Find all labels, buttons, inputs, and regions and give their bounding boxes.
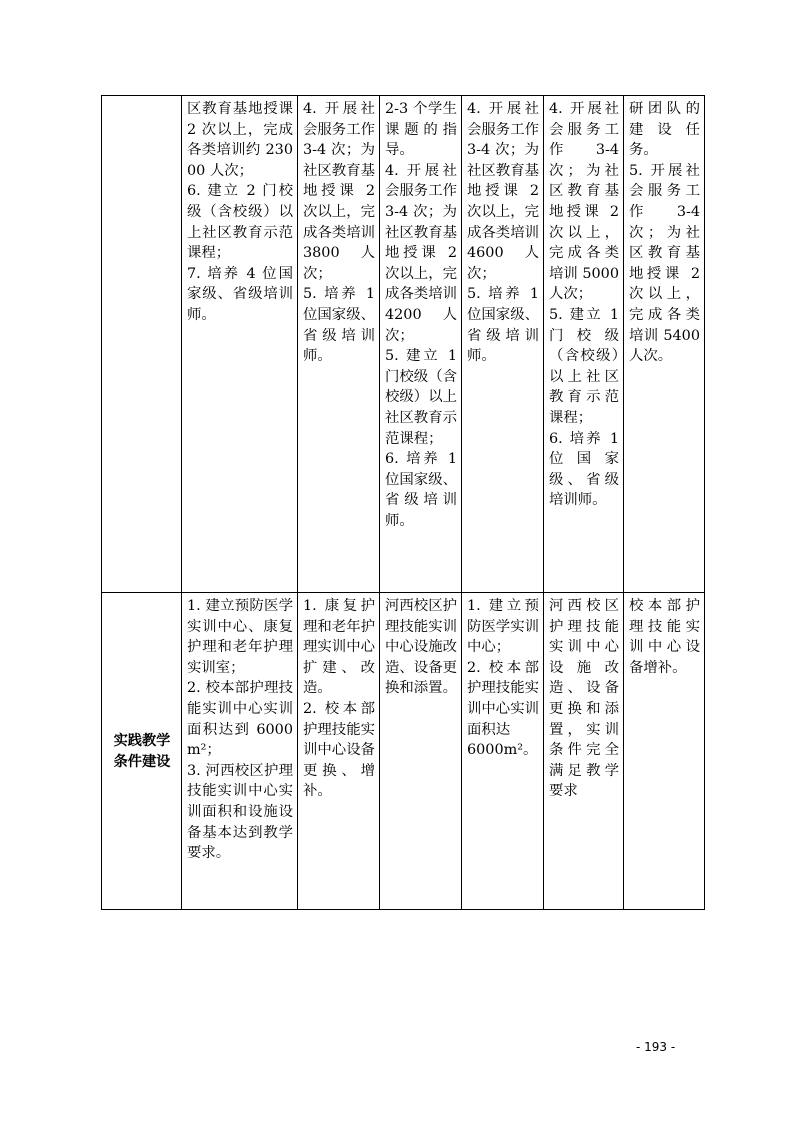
table-cell: 1. 康复护理和老年护理实训中心扩建、改造。 2. 校本部护理技能实训中心设备更换、增补。	[298, 593, 380, 910]
page-number: - 193 -	[636, 1040, 676, 1054]
table-cell: 2-3 个学生课题的指导。 4. 开展社会服务工作 3-4 次；为社区教育基地授课 2 次以上，完成各类培训 4200 人次； 5. 建立 1 门校级（含校级）以上社区教育示范课程； 6. 培养 1 位国家级、省级培训师。	[380, 96, 462, 593]
row-header: 实践教学 条件建设	[102, 593, 182, 910]
plan-table	[101, 95, 705, 910]
table-cell: 区教育基地授课 2 次以上，完成各类培训约 23000 人次； 6. 建立 2 门校级（含校级）以上社区教育示范课程； 7. 培养 4 位国家级、省级培训师。	[182, 96, 298, 593]
table-row	[102, 96, 705, 593]
table-cell: 4. 开展社会服务工作 3-4 次；为社区教育基地授课 2 次以上，完成各类培训 3800 人次； 5. 培养 1 位国家级、省级培训师。	[298, 96, 380, 593]
table-cell: 4. 开展社会服务工作 3-4 次；为社区教育基地授课 2 次以上，完成各类培训 5000 人次； 5. 建立 1 门校级（含校级）以上社区教育示范课程； 6. 培养 1 位国家级、省级培训师。	[544, 96, 624, 593]
table-cell: 河西校区护理技能实训中心设施改造、设备更换和添置。	[380, 593, 462, 910]
table-cell: 校本部护理技能实训中心设备增补。	[624, 593, 705, 910]
table-row	[102, 593, 705, 910]
table-cell: 1. 建立预防医学实训中心； 2. 校本部护理技能实训中心实训面积达 6000m²。	[462, 593, 544, 910]
row-header	[102, 96, 182, 593]
table-cell: 河西校区护理技能实训中心设施改造、设备更换和添置，实训条件完全满足教学要求	[544, 593, 624, 910]
table-cell: 研团队的建设任务。 5. 开展社会服务工作 3-4 次；为社区教育基地授课 2 次以上，完成各类培训 5400 人次。	[624, 96, 705, 593]
table-cell: 1. 建立预防医学实训中心、康复护理和老年护理实训室； 2. 校本部护理技能实训中心实训面积达到 6000m²； 3. 河西校区护理技能实训中心实训面积和设施设备基本达到教学要求。	[182, 593, 298, 910]
table-cell: 4. 开展社会服务工作 3-4 次；为社区教育基地授课 2 次以上，完成各类培训 4600 人次； 5. 培养 1 位国家级、省级培训师。	[462, 96, 544, 593]
